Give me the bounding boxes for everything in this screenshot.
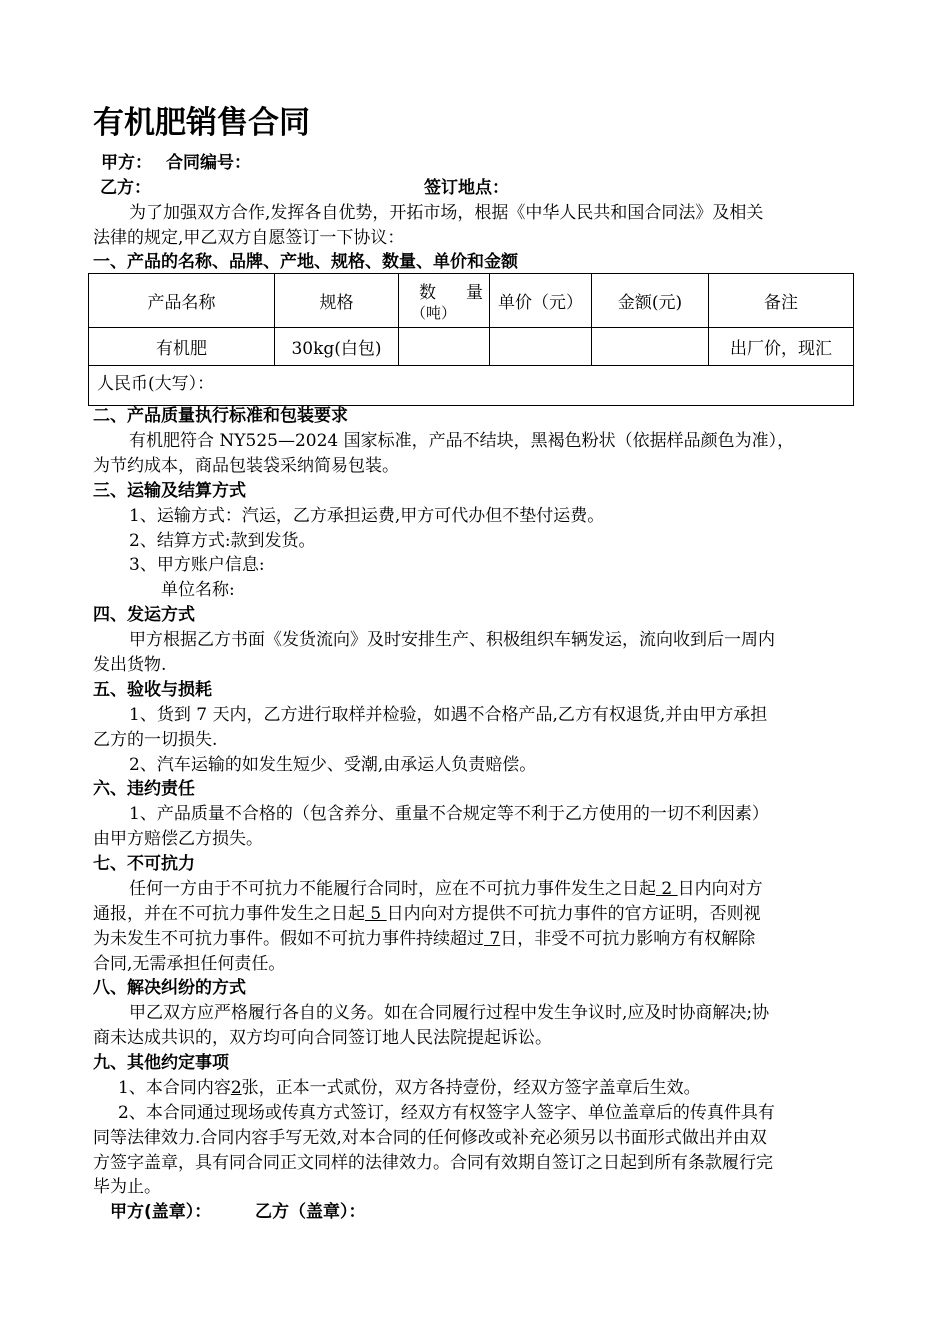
header-cell: 金额(元) <box>592 274 709 328</box>
body-line <box>93 903 761 925</box>
header-cell: 单价（元） <box>490 274 592 328</box>
body-line: 3、甲方账户信息: <box>129 555 265 575</box>
product-table <box>88 273 854 406</box>
body-line: 乙方的一切损失. <box>93 730 218 750</box>
table-cell <box>399 328 490 366</box>
body-line: 2、本合同通过现场或传真方式签订，经双方有权签字人签字、单位盖章后的传真件具有 <box>118 1103 775 1123</box>
body-line: 1、产品质量不合格的（包含养分、重量不合规定等不利于乙方使用的一切不利因素） <box>129 804 769 824</box>
body-line: 2、汽车运输的如发生短少、受潮,由承运人负责赔偿。 <box>129 755 537 775</box>
body-line: 方签字盖章，具有同合同正文同样的法律效力。合同有效期自签订之日起到所有条款履行完 <box>93 1153 773 1173</box>
section-heading: 七、不可抗力 <box>93 854 195 874</box>
header-cell-quantity <box>399 274 490 328</box>
section-heading: 一、产品的名称、品牌、产地、规格、数量、单价和金额 <box>93 252 518 272</box>
header-cell: 规格 <box>275 274 399 328</box>
table-cell <box>592 328 709 366</box>
party-a-label: 甲方： <box>101 153 152 173</box>
section-heading: 六、违约责任 <box>93 779 195 799</box>
text-part: 张，正本一式贰份，双方各持壹份，经双方签字盖章后生效。 <box>241 1078 701 1098</box>
party-a-seal-label: 甲方(盖章）： <box>110 1202 212 1222</box>
text-part: 日内向对方 <box>677 879 763 899</box>
party-b-seal-label: 乙方（盖章）： <box>255 1202 366 1222</box>
underlined-count: 2 <box>230 1078 242 1098</box>
text-part: 任何一方由于不可抗力不能履行合同时，应在不可抗力事件发生之日起 <box>129 879 656 899</box>
sign-place-label: 签订地点： <box>424 178 509 198</box>
contract-number-label: 合同编号： <box>166 153 251 173</box>
contract-title: 有机肥销售合同 <box>93 105 310 141</box>
body-line: 2、结算方式:款到发货。 <box>129 531 316 551</box>
table-cell: 有机肥 <box>89 328 275 366</box>
body-line: 甲乙双方应严格履行各自的义务。如在合同履行过程中发生争议时,应及时协商解决;协 <box>129 1003 770 1023</box>
table-row-rmb <box>89 366 854 406</box>
header-quantity-unit: （吨） <box>411 304 457 322</box>
section-heading: 三、运输及结算方式 <box>93 481 246 501</box>
text-part: 日，非受不可抗力影响方有权解除 <box>500 929 756 949</box>
header-cell: 产品名称 <box>89 274 275 328</box>
body-line <box>118 1077 701 1099</box>
body-line <box>93 928 755 950</box>
body-line: 1、货到 7 天内，乙方进行取样并检验，如遇不合格产品,乙方有权退货,并由甲方承担 <box>129 705 768 725</box>
body-line <box>129 878 763 900</box>
table-cell: 30kg(白包) <box>275 328 399 366</box>
body-line: 1、运输方式：汽运，乙方承担运费,甲方可代办但不垫付运费。 <box>129 506 605 526</box>
body-line: 甲方根据乙方书面《发货流向》及时安排生产、积极组织车辆发运，流向收到后一周内 <box>129 630 775 650</box>
section-heading: 二、产品质量执行标准和包装要求 <box>93 406 348 426</box>
table-row <box>89 328 854 366</box>
body-line: 毕为止。 <box>93 1177 161 1197</box>
header-quantity-part: 量 <box>466 283 483 303</box>
intro-line: 法律的规定,甲乙双方自愿签订一下协议： <box>93 228 405 248</box>
text-part: 为未发生不可抗力事件。假如不可抗力事件持续超过 <box>93 929 484 949</box>
body-line: 为节约成本，商品包装袋采纳简易包装。 <box>93 456 399 476</box>
table-cell <box>490 328 592 366</box>
section-heading: 九、其他约定事项 <box>93 1053 229 1073</box>
body-line: 同等法律效力.合同内容手写无效,对本合同的任何修改或补充必须另以书面形式做出并由双 <box>93 1128 767 1148</box>
table-header-row <box>89 274 854 328</box>
body-line: 发出货物. <box>93 655 167 675</box>
header-cell: 备注 <box>709 274 854 328</box>
section-heading: 八、解决纠纷的方式 <box>93 978 246 998</box>
text-part: 日内向对方提供不可抗力事件的官方证明，否则视 <box>386 904 761 924</box>
intro-line: 为了加强双方合作,发挥各自优势，开拓市场，根据《中华人民共和国合同法》及相关 <box>129 203 764 223</box>
body-line: 商未达成共识的，双方均可向合同签订地人民法院提起诉讼。 <box>93 1028 552 1048</box>
text-part: 1、本合同内容 <box>118 1078 231 1098</box>
party-b-label: 乙方： <box>100 178 151 198</box>
body-line: 有机肥符合 NY525—2024 国家标准，产品不结块，黑褐色粉状（依据样品颜色为准）， <box>129 431 795 451</box>
underlined-days: 2 <box>656 879 678 899</box>
text-part: 通报，并在不可抗力事件发生之日起 <box>93 904 365 924</box>
section-heading: 五、验收与损耗 <box>93 680 212 700</box>
body-line: 合同,无需承担任何责任。 <box>93 954 286 974</box>
body-line: 由甲方赔偿乙方损失。 <box>93 829 263 849</box>
underlined-days: 5 <box>365 904 387 924</box>
section-heading: 四、发运方式 <box>93 605 195 625</box>
table-cell: 出厂价，现汇 <box>709 328 854 366</box>
underlined-days: 7 <box>484 929 501 949</box>
rmb-cell: 人民币(大写）： <box>89 366 854 406</box>
body-line: 单位名称: <box>161 580 235 600</box>
header-quantity-part: 数 <box>419 283 436 303</box>
